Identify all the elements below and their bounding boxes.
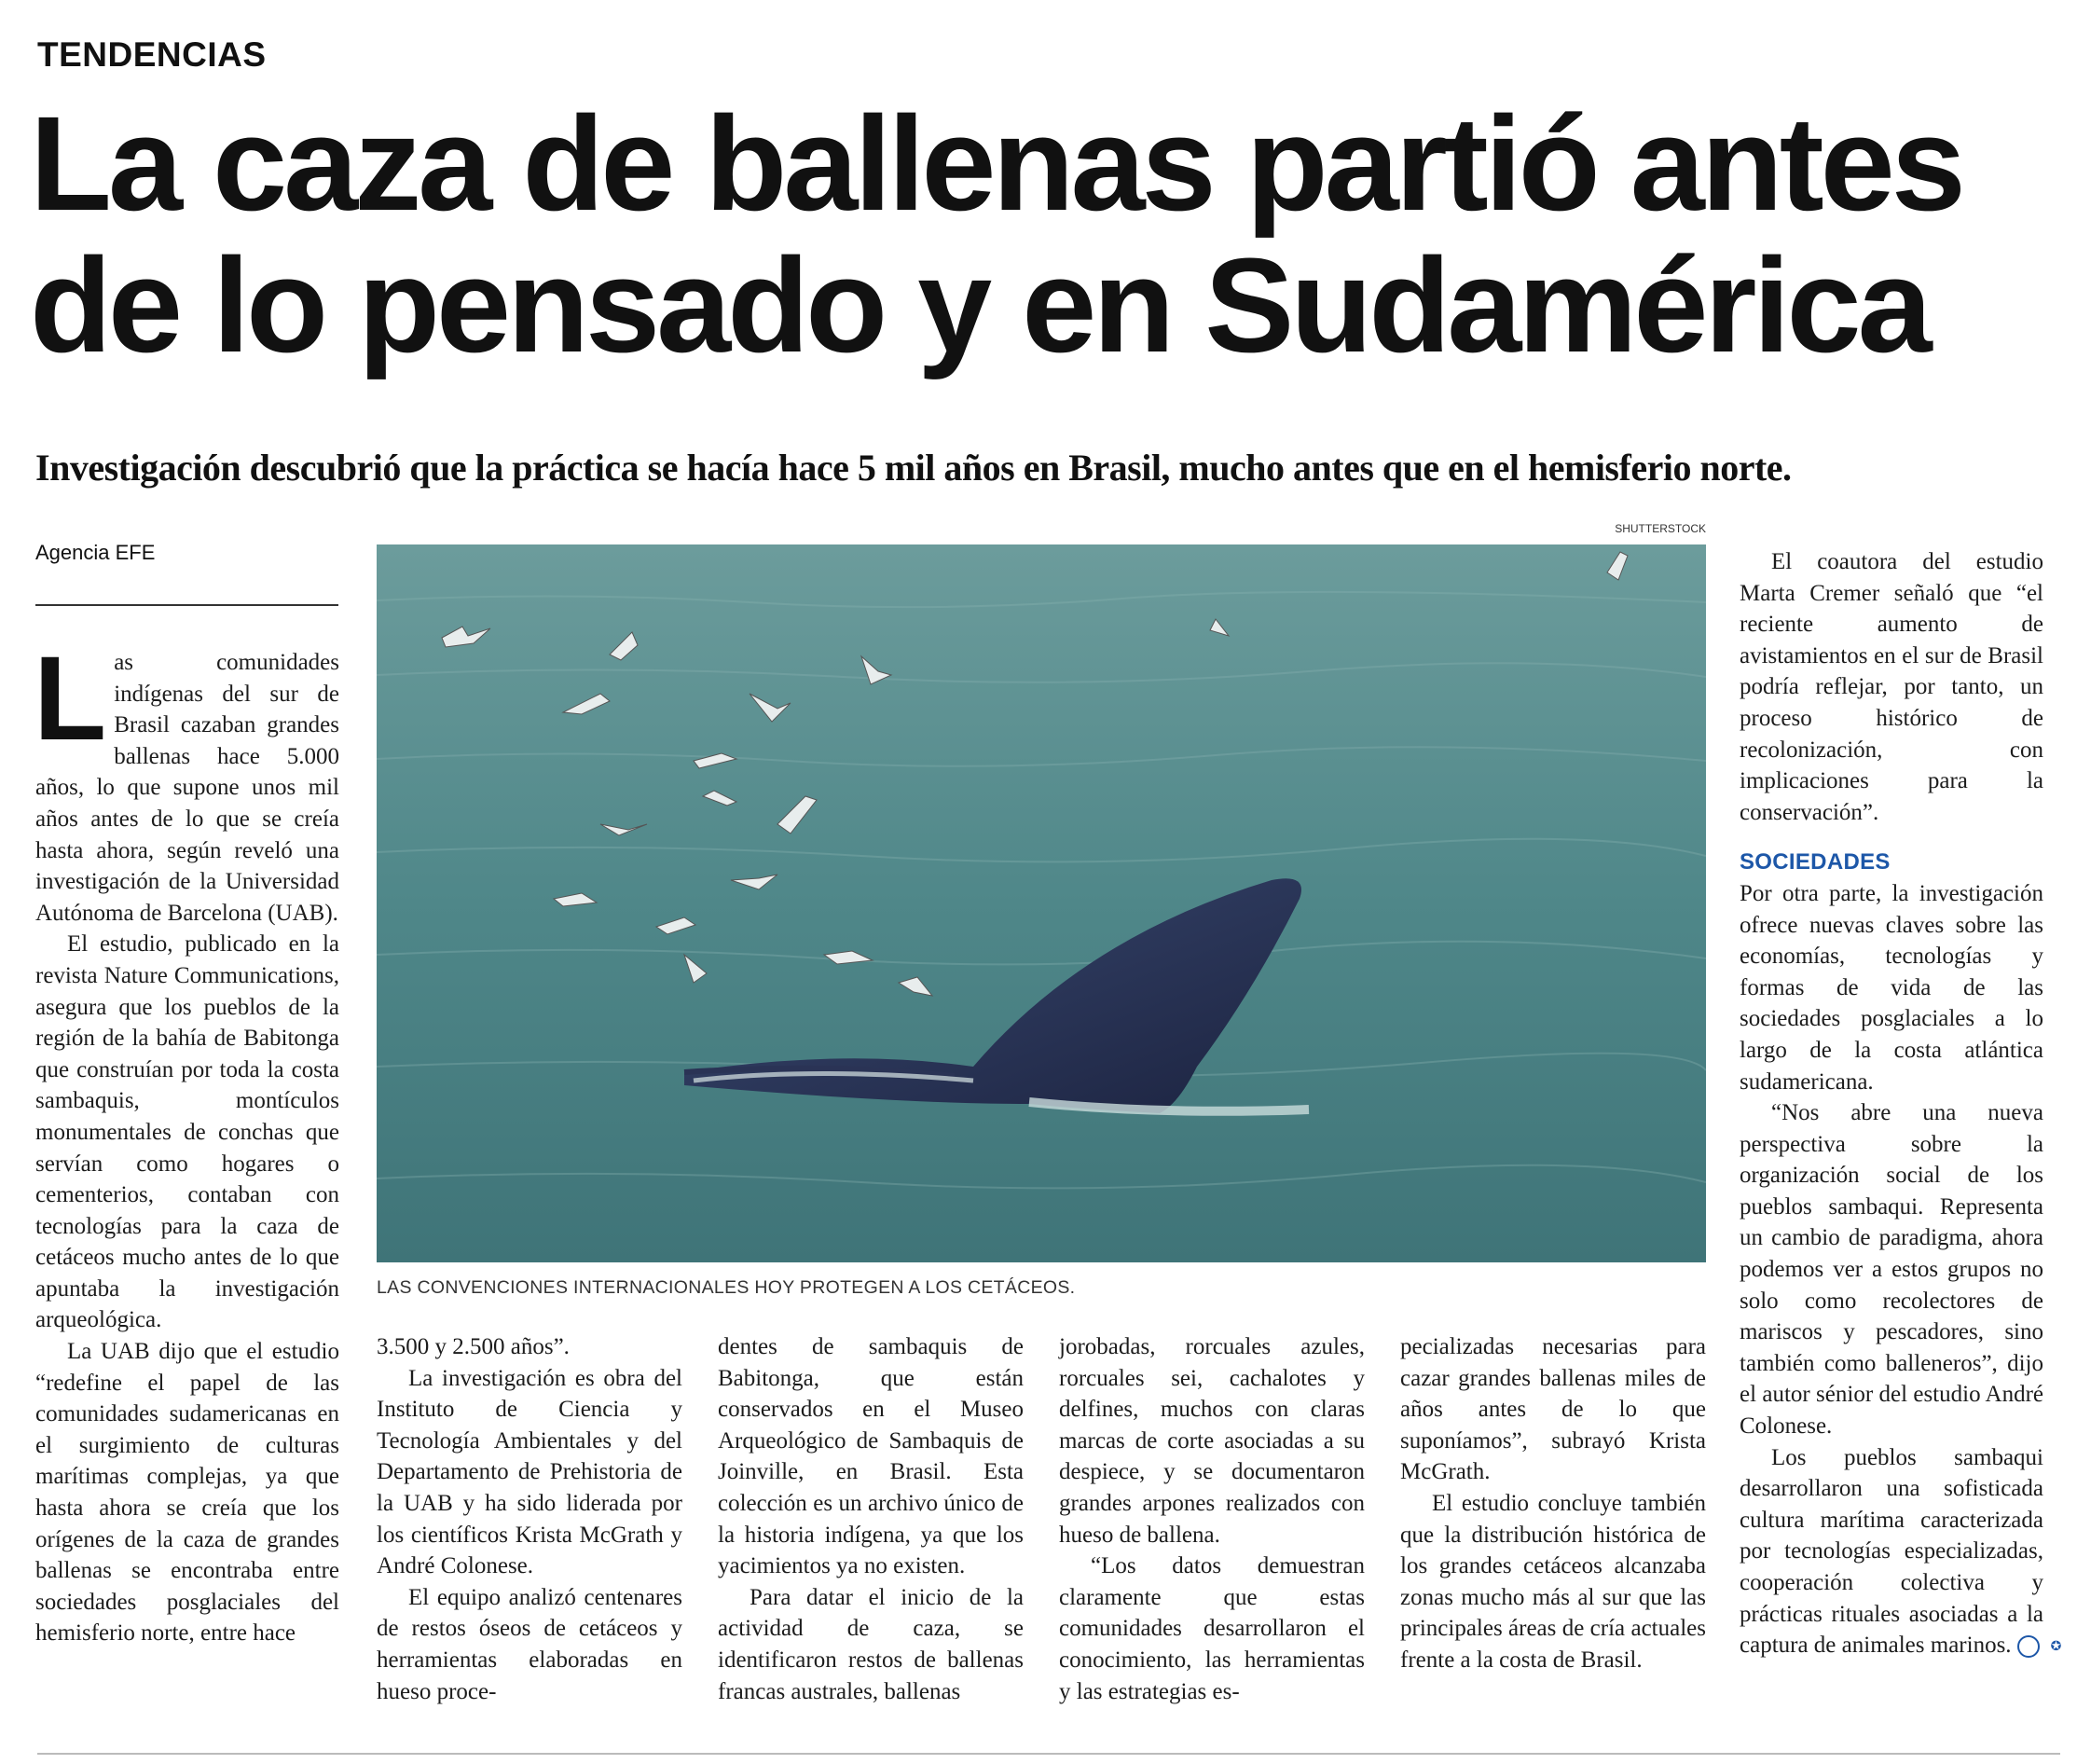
paragraph: dentes de sambaquis de Babitonga, que están conservados en el Museo Arqueológico de Sambaquis de Joinville, en Brasil. Esta colección es un archivo único de la historia indígena, ya que los yacimientos ya no existen. <box>718 1334 1024 1579</box>
paragraph: Para datar el inicio de la actividad de caza, se identificaron restos de ballenas francas australes, ballenas <box>718 1584 1024 1704</box>
article-column-3 <box>718 1331 1024 1707</box>
whale-illustration <box>377 544 1706 1262</box>
paragraph: El estudio concluye también que la distribución histórica de los grandes cetáceos alcanzaba zonas mucho más al sur que las principales áreas de cría actuales frente a la costa de Brasil. <box>1400 1490 1706 1673</box>
photo-caption: LAS CONVENCIONES INTERNACIONALES HOY PROTEGEN A LOS CETÁCEOS. <box>377 1277 1076 1298</box>
page-bottom-rule <box>37 1753 2060 1755</box>
paragraph: La UAB dijo que el estudio “redefine el papel de las comunidades sudamericanas en el surgimiento de culturas marítimas complejas, ya que hasta ahora se creía que los orígenes de la caza de grandes ballenas se encontraba entre sociedades posglaciales del hemisferio norte, entre hace <box>35 1339 339 1647</box>
paragraph: La investigación es obra del Instituto de Ciencia y Tecnología Ambientales y del Departamento de Prehistoria de la UAB y ha sido liderada por los científicos Krista McGrath y André Colonese. <box>377 1365 682 1579</box>
end-mark-star-icon: ✪ <box>2017 1635 2040 1658</box>
paragraph: jorobadas, rorcuales azules, rorcuales sei, cachalotes y delfines, muchos con claras marcas de corte asociadas a su despiece, y se documentaron grandes arpones realizados con hueso de ballena. <box>1059 1334 1365 1548</box>
paragraph: “Los datos demuestran claramente que estas comunidades desarrollaron el conocimiento, las herramientas y las estrategias es- <box>1059 1553 1365 1704</box>
article-column-1 <box>34 632 339 1649</box>
paragraph-text: Los pueblos sambaqui desarrollaron una sofisticada cultura marítima caracterizada por tecnologías especializadas, cooperación colectiva y prácticas rituales asociadas a la captura de animales marinos. <box>1740 1444 2043 1659</box>
article-column-5 <box>1400 1331 1706 1676</box>
drop-cap: L <box>34 632 107 765</box>
section-kicker: TENDENCIAS <box>37 35 267 74</box>
paragraph: El equipo analizó centenares de restos óseos de cetáceos y herramientas elaboradas en hueso proce- <box>377 1584 682 1704</box>
paragraph: 3.500 y 2.500 años”. <box>377 1334 570 1359</box>
article-column-6 <box>1740 546 2062 1661</box>
headline-line-1: La caza de ballenas partió antes <box>30 89 1962 239</box>
byline: Agencia EFE <box>35 541 156 564</box>
article-column-2 <box>377 1331 682 1707</box>
paragraph: pecializadas necesarias para cazar grandes ballenas miles de años antes de lo que suponíamos”, subrayó Krista McGrath. <box>1400 1334 1706 1485</box>
whale-photo <box>377 544 1706 1262</box>
subheadline: Investigación descubrió que la práctica se hacía hace 5 mil años en Brasil, mucho antes que en el hemisferio norte. <box>35 447 1792 489</box>
paragraph: Por otra parte, la investigación ofrece nuevas claves sobre las economías, tecnologías y formas de vida de las sociedades posglaciales a lo largo de la costa atlántica sudamericana. <box>1740 880 2043 1095</box>
paragraph <box>1740 1442 2062 1661</box>
paragraph: El coautora del estudio Marta Cremer señaló que “el reciente aumento de avistamientos en el sur de Brasil podría reflejar, por tanto, un proceso histórico de recolonización, con implicaciones para la conservación”. <box>1740 549 2043 825</box>
headline <box>30 89 2053 380</box>
headline-line-2: de lo pensado y en Sudamérica <box>30 230 1929 380</box>
photo-credit: SHUTTERSTOCK <box>1615 522 1706 535</box>
byline-divider <box>35 604 338 606</box>
section-heading: SOCIEDADES <box>1740 849 1891 875</box>
paragraph: El estudio, publicado en la revista Nature Communications, asegura que los pueblos de la región de la bahía de Babitonga que construían por toda la costa sambaquis, montículos monumentales de conchas que servían como hogares o cementerios, contaban con tecnologías para la caza de cetáceos mucho antes de lo que apuntaba la investigación arqueológica. <box>35 931 339 1333</box>
article-column-4 <box>1059 1331 1365 1707</box>
paragraph: as comunidades indígenas del sur de Brasil cazaban grandes ballenas hace 5.000 años, lo que supone unos mil años antes de lo que se creía hasta ahora, según reveló una investigación de la Universidad Autónoma de Barcelona (UAB). <box>35 650 339 926</box>
paragraph: “Nos abre una nueva perspectiva sobre la organización social de los pueblos sambaqui. Representa un cambio de paradigma, ahora podemos ver a estos grupos no solo como recolectores de mariscos y pescadores, sino también como balleneros”, dijo el autor sénior del estudio André Colonese. <box>1740 1100 2043 1440</box>
